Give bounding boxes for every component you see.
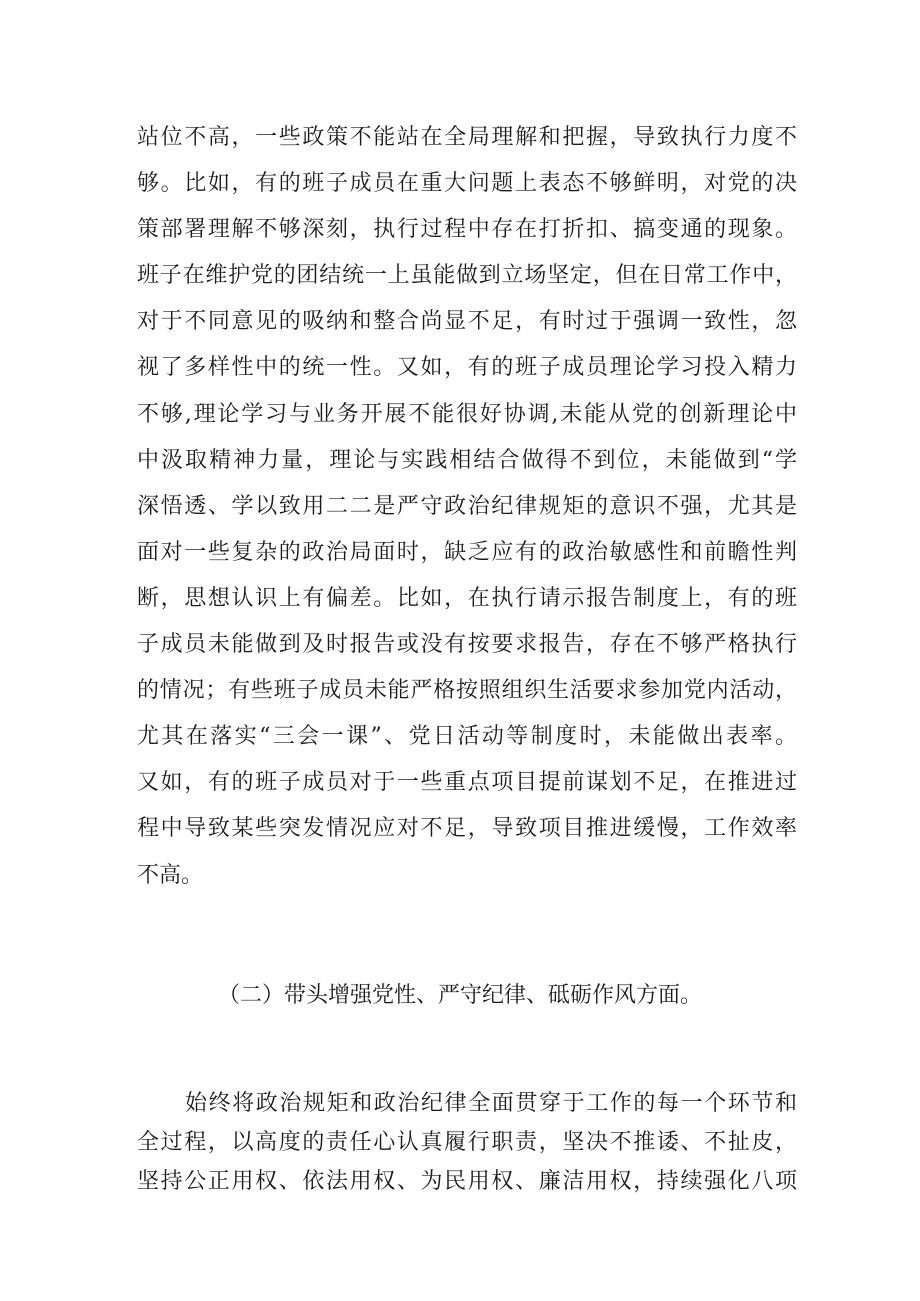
paragraph-1-line-15: 又如，有的班子成员对于一些重点项目提前谋划不足，在推进过 (137, 770, 797, 795)
paragraph-1-line-9: 深悟透、学以致用二二是严守政治纪律规矩的意识不强，尤其是 (137, 494, 797, 519)
paragraph-1-line-6: 视了多样性中的统一性。又如，有的班子成员理论学习投入精力 (137, 355, 797, 380)
paragraph-1-line-7: 不够,理论学习与业务开展不能很好协调,未能从党的创新理论中 (137, 402, 797, 427)
section-heading: （二）带头增强党性、严守纪律、砥砺作风方面。 (217, 983, 702, 1008)
paragraph-1-line-2: 够。比如，有的班子成员在重大问题上表态不够鲜明，对党的决 (137, 171, 797, 196)
paragraph-2-line-3: 坚持公正用权、依法用权、为民用权、廉洁用权，持续强化八项 (137, 1169, 797, 1194)
paragraph-2-line-1: 始终将政治规矩和政治纪律全面贯穿于工作的每一个环节和 (185, 1091, 797, 1116)
paragraph-1-line-4: 班子在维护党的团结统一上虽能做到立场坚定，但在日常工作中， (137, 263, 797, 288)
paragraph-1-line-17: 不高。 (137, 863, 204, 888)
paragraph-1-line-1: 站位不高，一些政策不能站在全局理解和把握，导致执行力度不 (137, 125, 797, 150)
paragraph-2-line-2: 全过程，以高度的责任心认真履行职责，坚决不推诿、不扯皮， (137, 1130, 797, 1155)
paragraph-1-line-11: 断，思想认识上有偏差。比如，在执行请示报告制度上，有的班 (137, 586, 797, 611)
paragraph-1-line-3: 策部署理解不够深刻，执行过程中存在打折扣、搞变通的现象。 (137, 217, 797, 242)
paragraph-1-line-14: 尤其在落实“三会一课”、党日活动等制度时，未能做出表率。 (137, 724, 797, 749)
paragraph-1-line-16: 程中导致某些突发情况应对不足，导致项目推进缓慢，工作效率 (137, 816, 797, 841)
paragraph-1-line-13: 的情况；有些班子成员未能严格按照组织生活要求参加党内活动， (137, 678, 797, 703)
paragraph-1-line-8: 中汲取精神力量，理论与实践相结合做得不到位，未能做到“学 (137, 448, 797, 473)
paragraph-1-line-10: 面对一些复杂的政治局面时，缺乏应有的政治敏感性和前瞻性判 (137, 540, 797, 565)
paragraph-1-line-12: 子成员未能做到及时报告或没有按要求报告，存在不够严格执行 (137, 632, 797, 657)
paragraph-1-line-5: 对于不同意见的吸纳和整合尚显不足，有时过于强调一致性，忽 (137, 309, 797, 334)
